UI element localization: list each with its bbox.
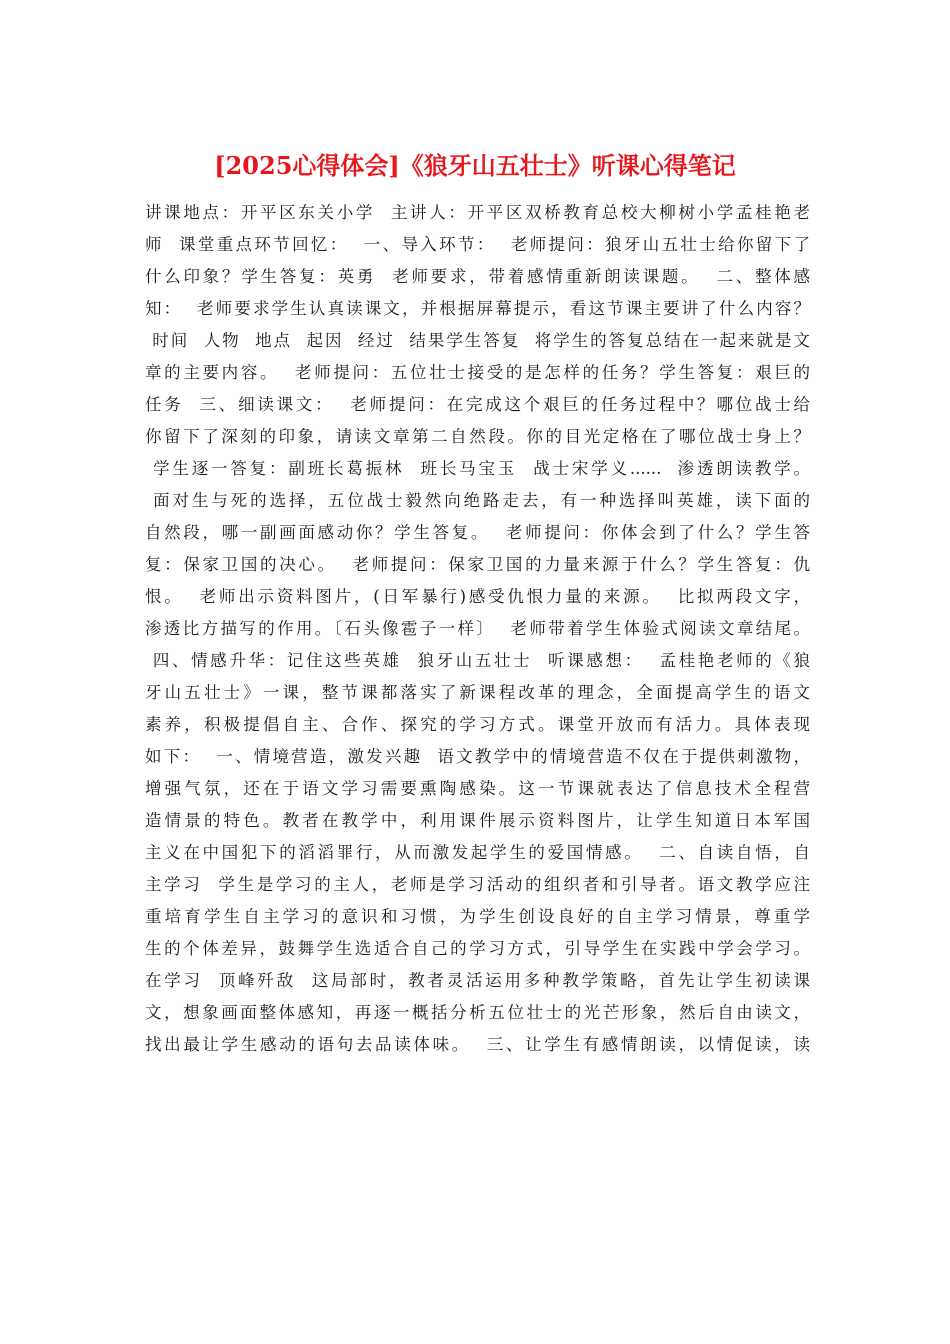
body-line: 讲课地点：开平区东关小学 主讲人：开平区双桥教育总校大柳树小学孟桂艳老: [145, 203, 810, 222]
body-line: 如下： 一、情境营造，激发兴趣 语文教学中的情境营造不仅在于提供刺激物，: [145, 747, 810, 766]
body-line: 主学习 学生是学习的主人，老师是学习活动的组织者和引导者。语文教学应注: [145, 875, 810, 894]
body-line: 文，想象画面整体感知，再逐一概括分析五位壮士的光芒形象，然后自由读文，: [145, 1003, 810, 1022]
body-line: 生的个体差异，鼓舞学生选适合自己的学习方式，引导学生在实践中学会学习。: [145, 939, 810, 958]
body-line: 学生逐一答复：副班长葛振林 班长马宝玉 战士宋学义...... 渗透朗读教学。: [145, 459, 810, 478]
document-title: [2025心得体会]《狼牙山五壮士》听课心得笔记: [214, 151, 736, 180]
body-line: 增强气氛，还在于语文学习需要熏陶感染。这一节课就表达了信息技术全程营: [145, 779, 810, 798]
body-line: 什么印象？学生答复：英勇 老师要求，带着感情重新朗读课题。 二、整体感: [145, 267, 810, 286]
body-line: 重培育学生自主学习的意识和习惯，为学生创设良好的自主学习情景，尊重学: [145, 907, 810, 926]
body-line: 你留下了深刻的印象，请读文章第二自然段。你的目光定格在了哪位战士身上？: [145, 427, 810, 446]
body-line: 找出最让学生感动的语句去品读体味。 三、让学生有感情朗读，以情促读，读: [145, 1035, 810, 1054]
body-line: 在学习 顶峰歼敌 这局部时，教者灵活运用多种教学策略，首先让学生初读课: [145, 971, 810, 990]
body-line: 牙山五壮士》一课，整节课都落实了新课程改革的理念，全面提高学生的语文: [145, 683, 810, 702]
body-line: 师 课堂重点环节回忆： 一、导入环节： 老师提问：狼牙山五壮士给你留下了: [145, 235, 810, 254]
body-line: 自然段，哪一副画面感动你？学生答复。 老师提问：你体会到了什么？学生答: [145, 523, 810, 542]
body-line: 知： 老师要求学生认真读课文，并根据屏幕提示，看这节课主要讲了什么内容？: [145, 299, 810, 318]
body-line: 渗透比方描写的作用。〔石头像雹子一样〕 老师带着学生体验式阅读文章结尾。: [145, 619, 810, 638]
body-line: 四、情感升华：记住这些英雄 狼牙山五壮士 听课感想： 孟桂艳老师的《狼: [145, 651, 810, 670]
body-line: 复：保家卫国的决心。 老师提问：保家卫国的力量来源于什么？学生答复：仇: [145, 555, 810, 574]
body-line: 主义在中国犯下的滔滔罪行，从而激发起学生的爱国情感。 二、自读自悟，自: [145, 843, 810, 862]
body-line: 章的主要内容。 老师提问：五位壮士接受的是怎样的任务？学生答复：艰巨的: [145, 363, 810, 382]
body-line: 恨。 老师出示资料图片，(日军暴行)感受仇恨力量的来源。 比拟两段文字，: [145, 587, 810, 606]
document-body: [145, 197, 810, 1061]
body-line: 素养，积极提倡自主、合作、探究的学习方式。课堂开放而有活力。具体表现: [145, 715, 810, 734]
body-line: 面对生与死的选择，五位战士毅然向绝路走去，有一种选择叫英雄，读下面的: [145, 491, 810, 510]
body-line: 时间 人物 地点 起因 经过 结果学生答复 将学生的答复总结在一起来就是文: [145, 331, 810, 350]
body-line: 造情景的特色。教者在教学中，利用课件展示资料图片，让学生知道日本军国: [145, 811, 810, 830]
body-line: 任务 三、细读课文： 老师提问：在完成这个艰巨的任务过程中？哪位战士给: [145, 395, 810, 414]
